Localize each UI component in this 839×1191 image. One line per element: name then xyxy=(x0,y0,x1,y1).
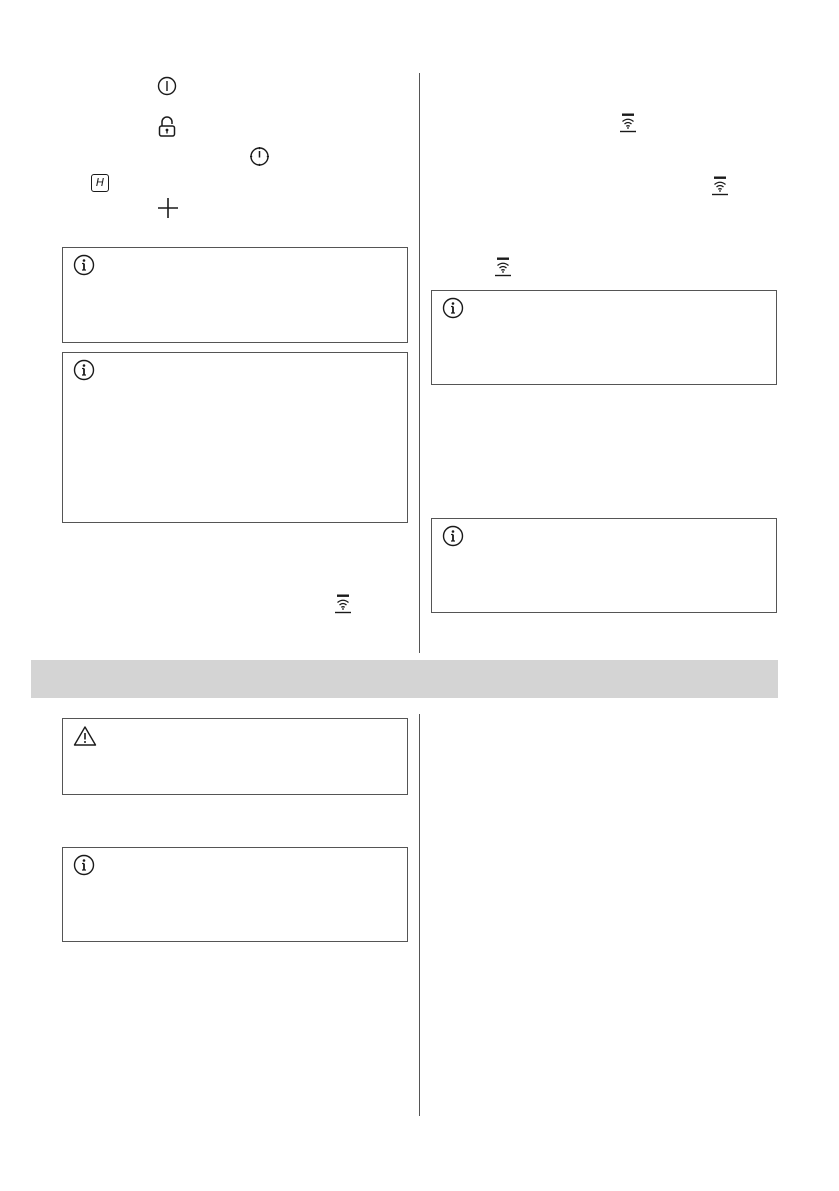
column-divider-bottom xyxy=(419,714,420,1116)
info-icon xyxy=(73,254,95,276)
info-icon xyxy=(73,854,95,876)
hob2hood-h-icon: H xyxy=(91,174,109,192)
hob2hood-icon xyxy=(494,257,512,277)
column-divider-top xyxy=(419,73,420,653)
plus-icon xyxy=(157,197,179,219)
section-heading-band xyxy=(31,660,778,698)
info-box-1 xyxy=(62,247,408,343)
timer-icon xyxy=(249,146,270,167)
hob2hood-icon xyxy=(619,113,637,133)
hob2hood-icon xyxy=(711,176,729,196)
on-off-icon xyxy=(157,76,177,96)
warning-box xyxy=(62,718,408,795)
info-box-5 xyxy=(62,847,408,942)
info-icon xyxy=(73,359,95,381)
info-box-3 xyxy=(431,290,777,385)
hob2hood-icon xyxy=(334,594,352,614)
lock-icon xyxy=(158,116,176,138)
info-icon xyxy=(442,297,464,319)
info-icon xyxy=(442,525,464,547)
info-box-4 xyxy=(431,518,777,613)
warning-icon xyxy=(73,725,95,747)
info-box-2 xyxy=(62,352,408,523)
